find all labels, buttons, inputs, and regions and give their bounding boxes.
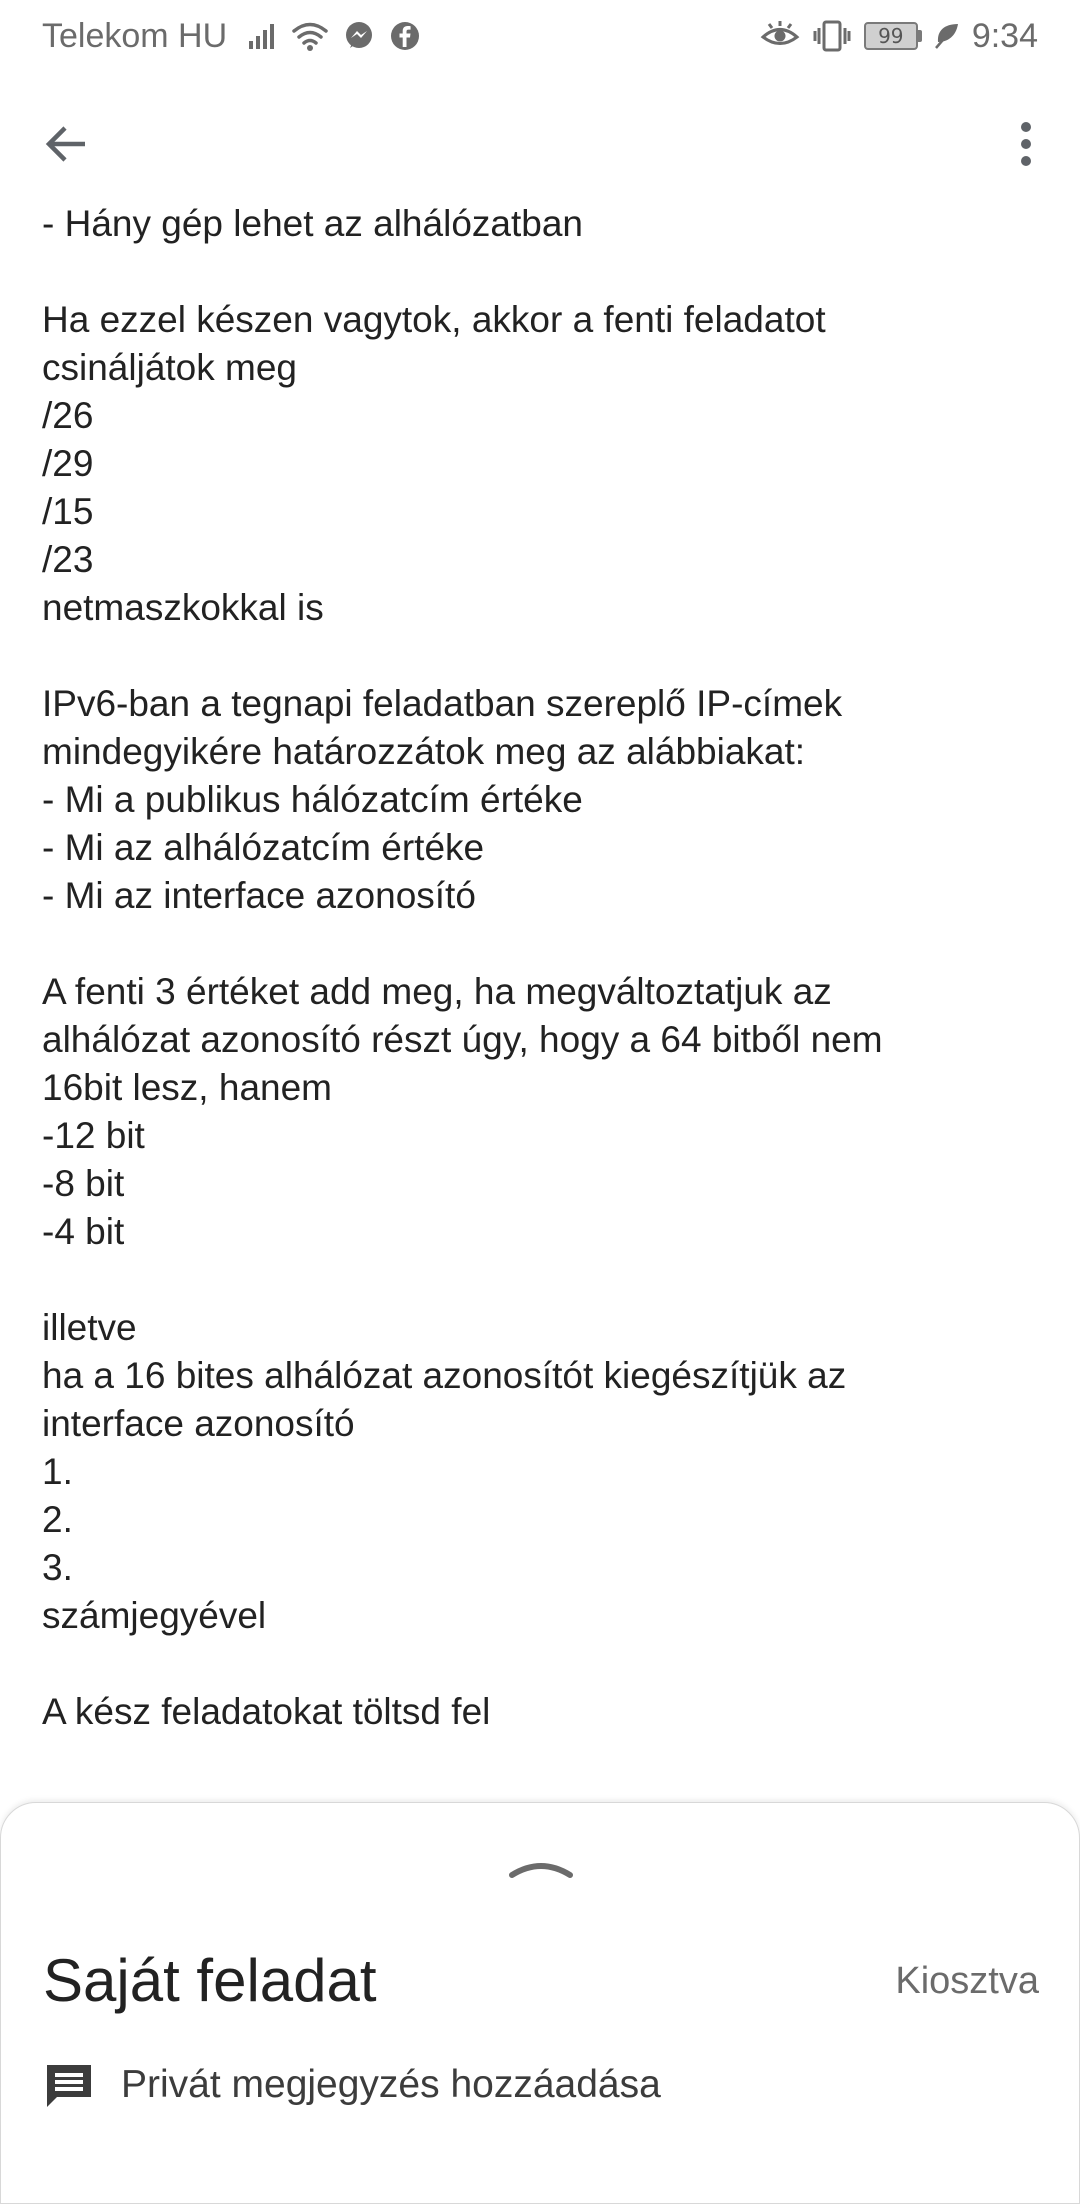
description-line: - Mi az interface azonosító — [42, 875, 476, 916]
app-bar — [0, 100, 1080, 188]
vibrate-icon — [812, 19, 852, 53]
description-line: netmaszkokkal is — [42, 587, 324, 628]
description-line: mindegyikére határozzátok meg az alábbiakat: — [42, 731, 806, 772]
back-arrow-icon — [43, 121, 89, 167]
expand-sheet-button[interactable] — [506, 1853, 576, 1883]
description-line: A fenti 3 értéket add meg, ha megváltoztatjuk az — [42, 971, 832, 1012]
blank-line — [42, 248, 1042, 296]
description-line: ha a 16 bites alhálózat azonosítót kiegészítjük az — [42, 1355, 847, 1396]
description-line: -4 bit — [42, 1211, 125, 1252]
assignment-description — [42, 200, 1042, 1736]
description-line: illetve — [42, 1307, 137, 1348]
facebook-icon — [389, 20, 421, 52]
sheet-title: Saját feladat — [43, 1947, 377, 2014]
leaf-icon — [934, 22, 960, 50]
my-work-sheet[interactable] — [0, 1802, 1080, 2204]
description-line: - Mi az alhálózatcím értéke — [42, 827, 485, 868]
more-options-button[interactable] — [998, 112, 1054, 176]
wifi-icon — [291, 20, 329, 52]
messenger-icon — [343, 20, 375, 52]
private-note-label: Privát megjegyzés hozzáadása — [121, 2063, 661, 2106]
status-time: 9:34 — [971, 16, 1038, 55]
description-line: -12 bit — [42, 1115, 145, 1156]
description-line: /23 — [42, 539, 94, 580]
description-line: 3. — [42, 1547, 73, 1588]
comment-icon — [43, 2059, 95, 2111]
description-line: 16bit lesz, hanem — [42, 1067, 333, 1108]
description-line: 2. — [42, 1499, 73, 1540]
add-private-comment-button[interactable] — [43, 2055, 661, 2115]
status-bar — [0, 0, 1080, 72]
battery-level: 99 — [864, 22, 918, 50]
carrier-name: Telekom HU — [42, 16, 228, 55]
status-bar-right — [760, 14, 1038, 58]
blank-line — [42, 1640, 1042, 1688]
description-line: -8 bit — [42, 1163, 125, 1204]
description-line: interface azonosító — [42, 1403, 355, 1444]
description-line: 1. — [42, 1451, 73, 1492]
description-line: /29 — [42, 443, 94, 484]
battery-icon — [864, 22, 922, 50]
expand-chevron-icon — [506, 1853, 576, 1883]
description-line: IPv6-ban a tegnapi feladatban szereplő IP-címek — [42, 683, 843, 724]
status-bar-left — [42, 14, 421, 58]
description-line: számjegyével — [42, 1595, 267, 1636]
description-line: alhálózat azonosító részt úgy, hogy a 64 bitből nem — [42, 1019, 883, 1060]
assignment-status: Kiosztva — [895, 1960, 1039, 2002]
back-button[interactable] — [34, 112, 98, 176]
description-line: A kész feladatokat töltsd fel — [42, 1691, 491, 1732]
more-vert-icon — [1019, 121, 1033, 167]
description-line: /15 — [42, 491, 94, 532]
description-line: Ha ezzel készen vagytok, akkor a fenti feladatot — [42, 299, 826, 340]
signal-icon — [247, 21, 277, 51]
eye-comfort-icon — [760, 20, 800, 52]
blank-line — [42, 920, 1042, 968]
blank-line — [42, 1256, 1042, 1304]
description-line: csináljátok meg — [42, 347, 298, 388]
description-line: - Hány gép lehet az alhálózatban — [42, 203, 583, 244]
description-line: - Mi a publikus hálózatcím értéke — [42, 779, 583, 820]
description-line: /26 — [42, 395, 94, 436]
blank-line — [42, 632, 1042, 680]
